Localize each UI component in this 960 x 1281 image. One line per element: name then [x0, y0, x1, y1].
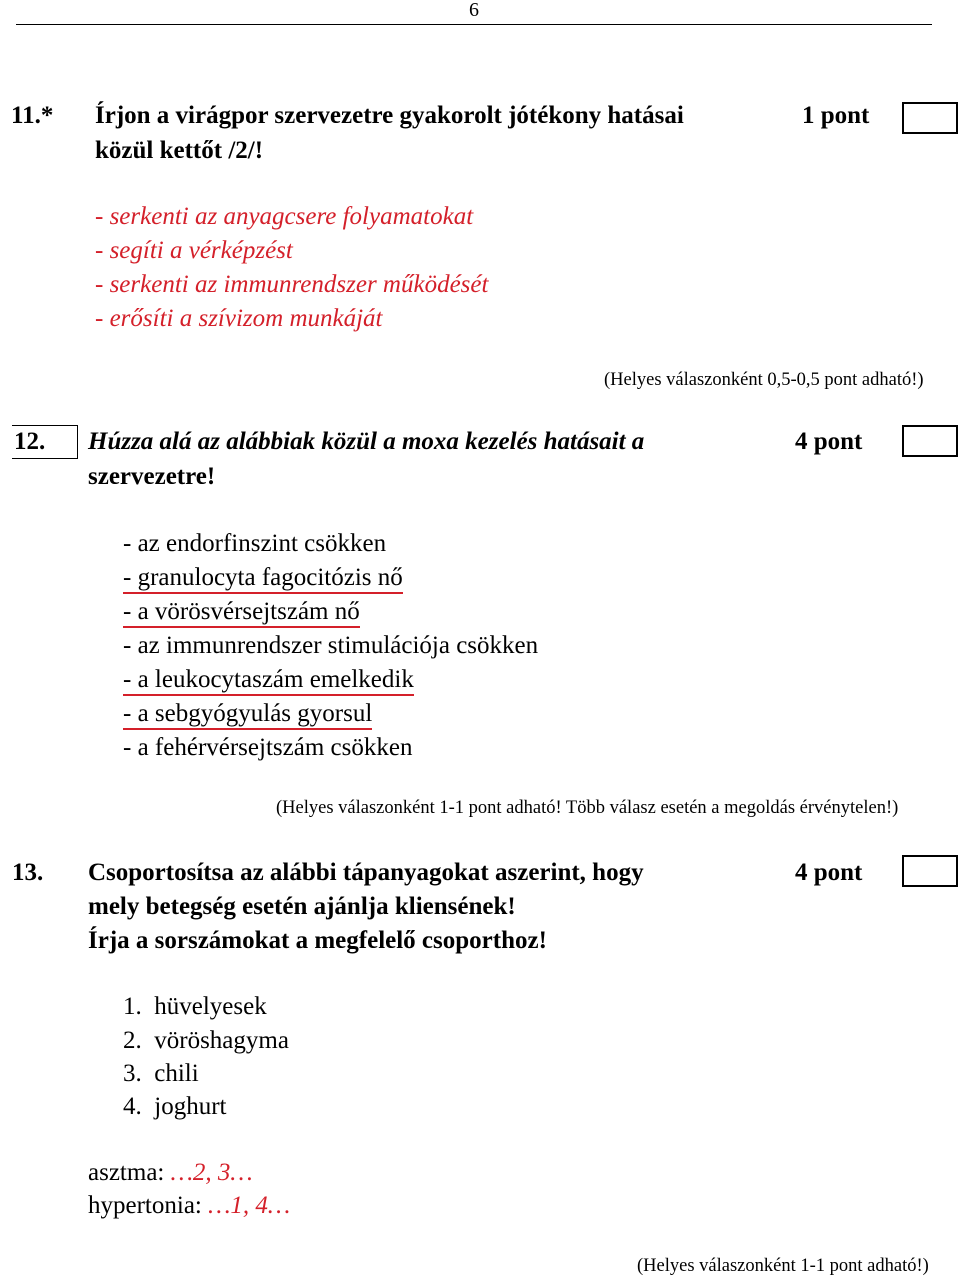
q13-asthma-answer: …2, 3…: [170, 1159, 253, 1186]
q13-asthma-label: asztma:: [88, 1159, 171, 1186]
q13-hypertonia-row: [88, 1192, 290, 1220]
q13-text-line3: Írja a sorszámokat a megfelelő csoporthoz!: [88, 927, 547, 954]
q11-answer-4: - erősíti a szívizom munkáját: [95, 305, 383, 332]
q12-item-4: - az immunrendszer stimulációja csökken: [123, 632, 539, 659]
q13-number: 13.: [12, 859, 44, 886]
q11-answer-1: - serkenti az anyagcsere folyamatokat: [95, 203, 474, 230]
q12-text-line1: Húzza alá az alábbiak közül a moxa kezelés hatásait a: [88, 428, 645, 455]
q11-answer-2: - segíti a vérképzést: [95, 237, 293, 264]
q13-score-box[interactable]: [902, 855, 958, 887]
q13-food-2: 2. vöröshagyma: [123, 1027, 289, 1054]
q11-answer-3: - serkenti az immunrendszer működését: [95, 271, 489, 298]
q13-hypertonia-answer: …1, 4…: [208, 1192, 291, 1219]
q13-food-3: 3. chili: [123, 1060, 199, 1087]
q12-item-7: - a fehérvérsejtszám csökken: [123, 734, 413, 761]
q12-number: 12.: [14, 428, 46, 455]
q11-score-box[interactable]: [902, 102, 958, 134]
q13-points: 4 pont: [795, 859, 863, 886]
q11-text-line2: közül kettőt /2/!: [95, 137, 264, 164]
q11-scoring-note: (Helyes válaszonként 0,5-0,5 pont adható!): [604, 370, 924, 390]
q13-hypertonia-label: hypertonia:: [88, 1192, 209, 1219]
q13-scoring-note: (Helyes válaszonként 1-1 pont adható!): [637, 1256, 929, 1276]
q12-item-2: - granulocyta fagocitózis nő: [123, 564, 403, 594]
q12-item-1: - az endorfinszint csökken: [123, 530, 387, 557]
q12-item-6: - a sebgyógyulás gyorsul: [123, 700, 372, 730]
q12-item-5: - a leukocytaszám emelkedik: [123, 666, 414, 696]
header-rule: [16, 24, 932, 25]
q12-score-box[interactable]: [902, 425, 958, 457]
q11-number: 11.*: [11, 102, 54, 129]
q13-text-line2: mely betegség esetén ajánlja kliensének!: [88, 893, 516, 920]
q12-scoring-note: (Helyes válaszonként 1-1 pont adható! Több válasz esetén a megoldás érvénytelen!): [276, 798, 899, 818]
q12-text-line2: szervezetre!: [88, 463, 216, 490]
q13-text-line1: Csoportosítsa az alábbi tápanyagokat aszerint, hogy: [88, 859, 644, 886]
q12-item-3: - a vörösvérsejtszám nő: [123, 598, 360, 628]
q13-asthma-row: [88, 1159, 253, 1187]
q11-points: 1 pont: [802, 102, 870, 129]
q11-text-line1: Írjon a virágpor szervezetre gyakorolt jótékony hatásai: [95, 102, 684, 129]
page-number: 6: [469, 0, 479, 21]
q13-food-4: 4. joghurt: [123, 1093, 227, 1120]
q13-food-1: 1. hüvelyesek: [123, 993, 267, 1020]
q12-points: 4 pont: [795, 428, 863, 455]
